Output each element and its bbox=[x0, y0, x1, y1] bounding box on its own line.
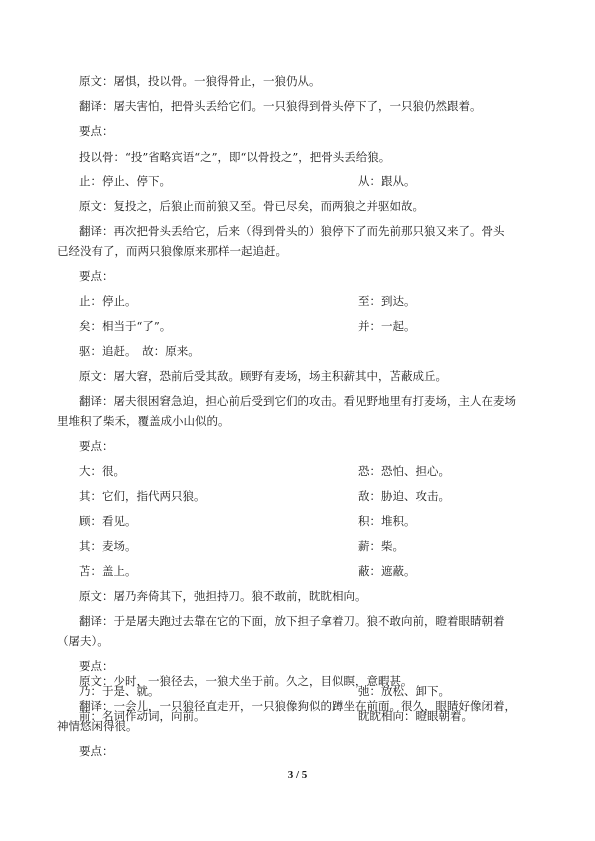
text-line: 顾：看见。 bbox=[79, 514, 137, 528]
text-line: 翻译：于是屠夫跑过去靠在它的下面，放下担子拿着刀。狼不敢向前，瞪着眼睛朝着 bbox=[79, 614, 505, 628]
text-line: 要点： bbox=[79, 124, 114, 138]
text-line: 止：停止、停下。 bbox=[79, 174, 171, 188]
page-indicator: 3 / 5 bbox=[287, 769, 308, 781]
text-line: 要点： bbox=[79, 744, 114, 758]
text-line: 翻译：屠夫害怕，把骨头丢给它们。一只狼得到骨头停下了，一只狼仍然跟着。 bbox=[79, 99, 482, 113]
text-line: 翻译：屠夫很困窘急迫，担心前后受到它们的攻击。看见野地里有打麦场，主人在麦场 bbox=[79, 394, 516, 408]
text-line: 投以骨：“投”省略宾语“之”，即“以骨投之”，把骨头丢给狼。 bbox=[79, 150, 391, 164]
text-line: 翻译：一会儿，一只狼径直走开，一只狼像狗似的蹲坐在前面。很久，眼睛好像闭着， bbox=[79, 699, 516, 713]
text-line: 止：停止。 bbox=[79, 294, 137, 308]
text-line: 弛：放松、卸下。 bbox=[358, 684, 450, 698]
text-line: 前：名词作动词，向前。 bbox=[79, 709, 206, 723]
text-line: 恐：恐怕、担心。 bbox=[358, 464, 450, 478]
text-line: 要点： bbox=[79, 659, 114, 673]
text-line: 眈眈相向：瞪眼朝着。 bbox=[358, 709, 473, 723]
text-line: 敌：胁迫、攻击。 bbox=[358, 489, 450, 503]
text-line: 并：一起。 bbox=[358, 319, 416, 333]
text-line: 翻译：再次把骨头丢给它，后来（得到骨头的）狼停下了而先前那只狼又来了。骨头 bbox=[79, 224, 505, 238]
text-line: 原文：少时，一狼径去，一狼犬坐于前。久之，目似瞑，意暇甚。 bbox=[79, 674, 413, 688]
text-line: 原文：屠大窘，恐前后受其敌。顾野有麦场，场主积薪其中，苫蔽成丘。 bbox=[79, 369, 447, 383]
text-line: （屠夫）。 bbox=[57, 634, 109, 648]
text-line: 要点： bbox=[79, 269, 114, 283]
text-line: 其：它们，指代两只狼。 bbox=[79, 489, 206, 503]
text-line: 至：到达。 bbox=[358, 294, 416, 308]
text-line: 矣：相当于“了”。 bbox=[79, 319, 172, 333]
text-line: 原文：屠惧，投以骨。一狼得骨止，一狼仍从。 bbox=[79, 74, 321, 88]
text-line: 苫：盖上。 bbox=[79, 564, 137, 578]
text-line: 原文：复投之，后狼止而前狼又至。骨已尽矣，而两狼之并驱如故。 bbox=[79, 199, 424, 213]
text-line: 从：跟从。 bbox=[358, 174, 416, 188]
text-line: 已经没有了，而两只狼像原来那样一起追赶。 bbox=[57, 244, 287, 258]
text-line: 驱：追赶。 故：原来。 bbox=[79, 344, 200, 358]
text-line: 神情悠闲得很。 bbox=[57, 719, 138, 733]
text-line: 大：很。 bbox=[79, 464, 125, 478]
text-line: 薪：柴。 bbox=[358, 539, 404, 553]
text-line: 里堆积了柴禾，覆盖成小山似的。 bbox=[57, 414, 230, 428]
text-line: 要点： bbox=[79, 439, 114, 453]
text-line: 积：堆积。 bbox=[358, 514, 416, 528]
text-line: 蔽：遮蔽。 bbox=[358, 564, 416, 578]
text-line: 乃：于是、就。 bbox=[79, 684, 160, 698]
text-line: 其：麦场。 bbox=[79, 539, 137, 553]
text-line: 原文：屠乃奔倚其下，弛担持刀。狼不敢前，眈眈相向。 bbox=[79, 589, 367, 603]
